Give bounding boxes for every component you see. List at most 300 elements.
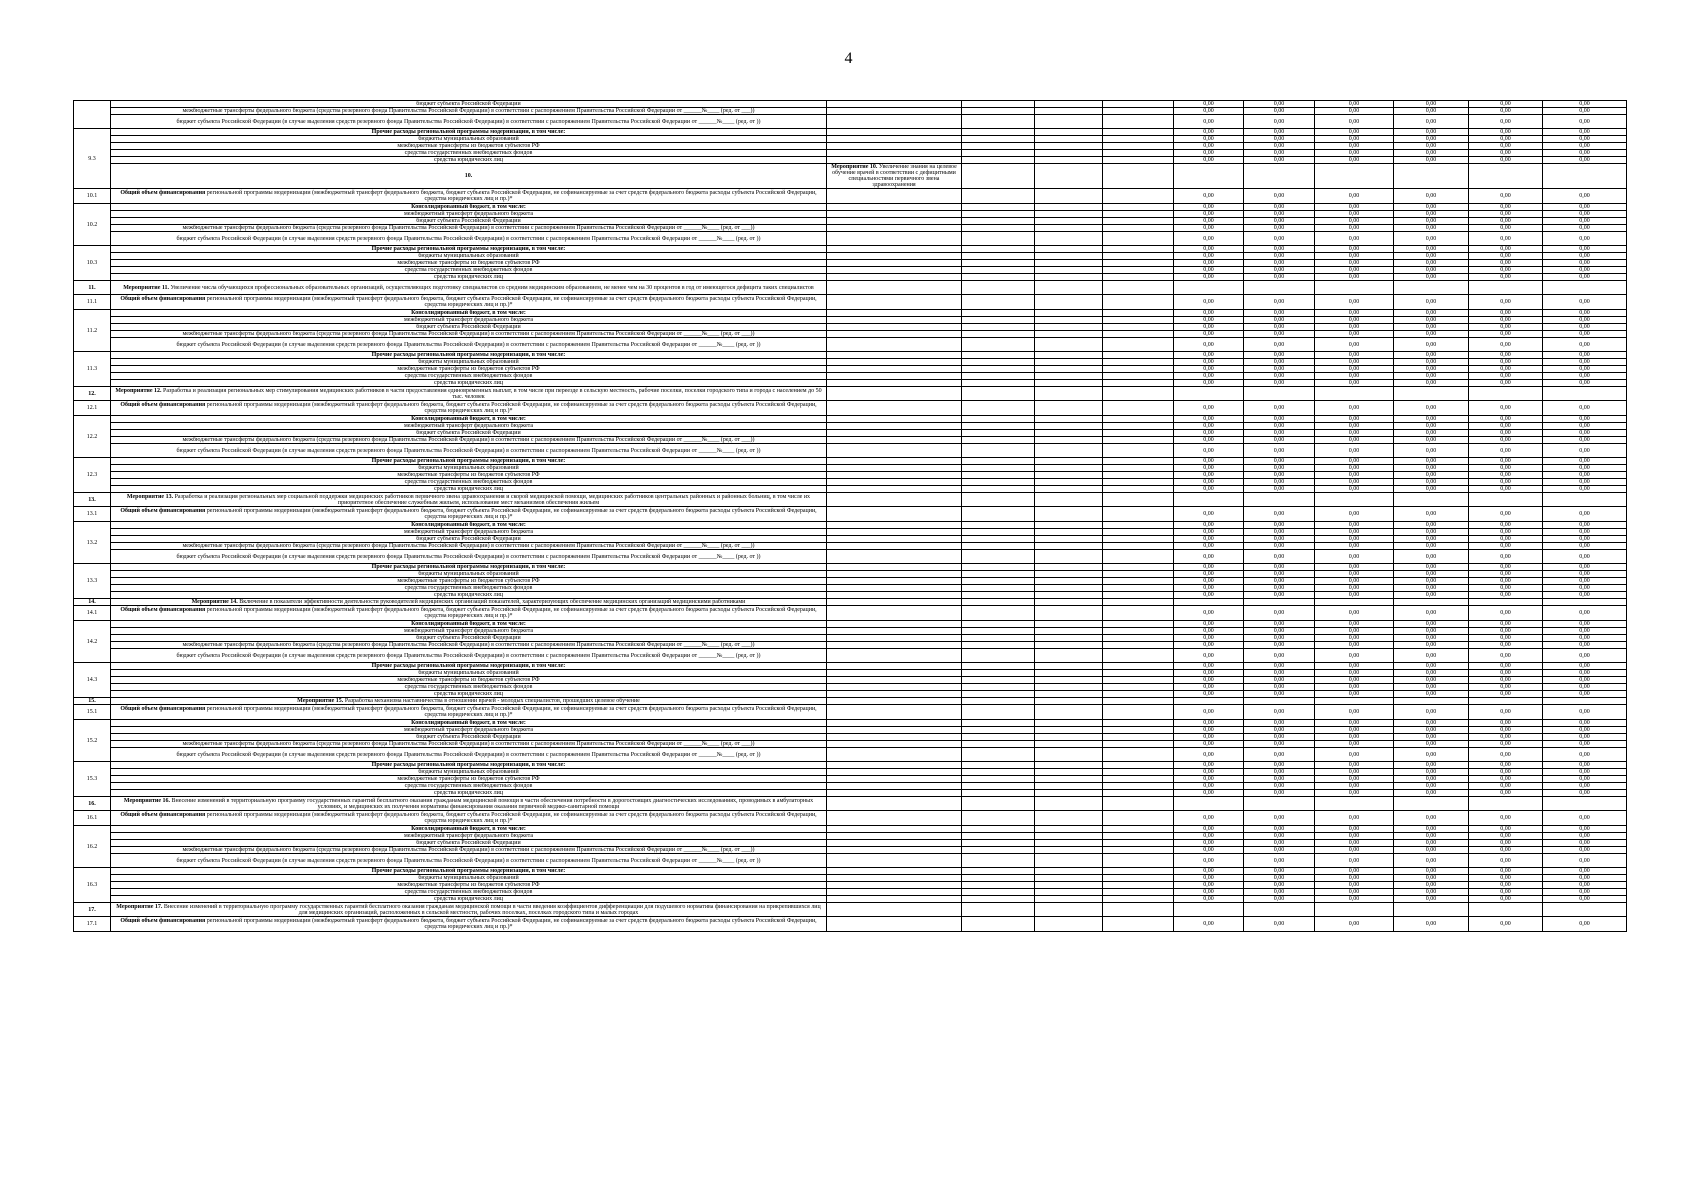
- table-row: [74, 324, 1627, 331]
- budget-source-label: межбюджетные трансферты из бюджетов субъектов РФ: [111, 882, 827, 889]
- amount-cell: 0,00: [1543, 550, 1627, 564]
- amount-cell: 0,00: [1543, 331, 1627, 338]
- measure-title: Мероприятие 13. Разработка и реализация региональных мер социальной поддержки медицинских работников первичного звена здравоохранения и скорой медицинской помощи, медицинских работников центральных районных и районных больниц, в том числе их приоритетное обеспечение служебным жильем, использование мест механизмов обеспечения жильем: [111, 493, 827, 507]
- empty-cell: [827, 677, 962, 684]
- table-row: [74, 150, 1627, 157]
- amount-cell: 0,00: [1244, 150, 1315, 157]
- table-row: [74, 621, 1627, 628]
- empty-cell: [1469, 903, 1543, 917]
- amount-cell: 0,00: [1315, 423, 1394, 430]
- empty-cell: [1035, 387, 1103, 401]
- amount-cell: 0,00: [1244, 720, 1315, 727]
- amount-cell: 0,00: [1174, 670, 1244, 677]
- amount-cell: 0,00: [1469, 366, 1543, 373]
- empty-cell: [962, 762, 1035, 769]
- amount-cell: 0,00: [1543, 571, 1627, 578]
- empty-cell: [1103, 529, 1174, 536]
- amount-cell: 0,00: [1244, 854, 1315, 868]
- empty-cell: [827, 592, 962, 599]
- amount-cell: 0,00: [1469, 401, 1543, 416]
- amount-cell: 0,00: [1315, 727, 1394, 734]
- amount-cell: 0,00: [1315, 260, 1394, 267]
- empty-cell: [1315, 797, 1394, 811]
- empty-cell: [827, 663, 962, 670]
- amount-cell: 0,00: [1543, 670, 1627, 677]
- amount-cell: 0,00: [1469, 783, 1543, 790]
- amount-cell: 0,00: [1174, 317, 1244, 324]
- empty-cell: [1035, 189, 1103, 204]
- amount-cell: 0,00: [1394, 366, 1469, 373]
- total-financing-label: Общий объем финансирования региональной программы модернизации (межбюджетный трансферт федерального бюджета, бюджет субъекта Российской Федерации, не софинансируемые за счет средств федерального бюджета расходы субъекта Российской Федерации, средства юридических лиц и пр.)*: [111, 606, 827, 621]
- empty-cell: [1103, 458, 1174, 465]
- empty-cell: [827, 423, 962, 430]
- amount-cell: 0,00: [1543, 486, 1627, 493]
- subsection-number: 11.1: [74, 295, 111, 310]
- budget-source-label: межбюджетный трансферт федерального бюджета: [111, 529, 827, 536]
- amount-cell: 0,00: [1315, 748, 1394, 762]
- amount-cell: 0,00: [1543, 352, 1627, 359]
- amount-cell: 0,00: [1174, 218, 1244, 225]
- amount-cell: 0,00: [1543, 769, 1627, 776]
- empty-cell: [827, 218, 962, 225]
- amount-cell: 0,00: [1543, 143, 1627, 150]
- amount-cell: 0,00: [1174, 748, 1244, 762]
- amount-cell: 0,00: [1244, 783, 1315, 790]
- amount-cell: 0,00: [1394, 670, 1469, 677]
- amount-cell: 0,00: [1244, 143, 1315, 150]
- empty-cell: [1103, 380, 1174, 387]
- empty-cell: [827, 430, 962, 437]
- budget-source-label: межбюджетные трансферты федерального бюджета (средства резервного фонда Правительства Российской Федерации) в соответствии с распоряжением Правительства Российской Федерации от ______№____ (ред. от ___)): [111, 741, 827, 748]
- empty-cell: [1035, 157, 1103, 164]
- empty-cell: [827, 670, 962, 677]
- subsection-number: 13.2: [74, 522, 111, 564]
- amount-cell: 0,00: [1174, 143, 1244, 150]
- budget-source-label: межбюджетные трансферты федерального бюджета (средства резервного фонда Правительства Российской Федерации) в соответствии с распоряжением Правительства Российской Федерации от ______№____ (ред. от ___)): [111, 437, 827, 444]
- table-row: [74, 875, 1627, 882]
- empty-cell: [827, 783, 962, 790]
- amount-cell: 0,00: [1469, 211, 1543, 218]
- amount-cell: 0,00: [1244, 741, 1315, 748]
- amount-cell: 0,00: [1315, 621, 1394, 628]
- measure-number: 11.: [74, 281, 111, 295]
- amount-cell: 0,00: [1469, 592, 1543, 599]
- empty-cell: [962, 854, 1035, 868]
- empty-cell: [1103, 628, 1174, 635]
- empty-cell: [1469, 599, 1543, 606]
- empty-cell: [962, 882, 1035, 889]
- empty-cell: [962, 486, 1035, 493]
- table-row: [74, 366, 1627, 373]
- subsection-number: 15.2: [74, 720, 111, 762]
- empty-cell: [1035, 472, 1103, 479]
- amount-cell: 0,00: [1543, 635, 1627, 642]
- amount-cell: 0,00: [1315, 101, 1394, 108]
- empty-cell: [1103, 211, 1174, 218]
- empty-cell: [1103, 416, 1174, 423]
- empty-cell: [827, 578, 962, 585]
- total-financing-label: Общий объем финансирования региональной программы модернизации (межбюджетный трансферт федерального бюджета, бюджет субъекта Российской Федерации, не софинансируемые за счет средств федерального бюджета расходы субъекта Российской Федерации, средства юридических лиц и пр.)*: [111, 507, 827, 522]
- empty-cell: [1035, 875, 1103, 882]
- table-row: [74, 882, 1627, 889]
- table-row: [74, 536, 1627, 543]
- amount-cell: 0,00: [1315, 585, 1394, 592]
- amount-cell: 0,00: [1315, 430, 1394, 437]
- amount-cell: 0,00: [1174, 854, 1244, 868]
- empty-cell: [827, 833, 962, 840]
- amount-cell: 0,00: [1394, 578, 1469, 585]
- table-row: [74, 416, 1627, 423]
- amount-cell: 0,00: [1469, 684, 1543, 691]
- empty-cell: [1103, 917, 1174, 932]
- amount-cell: 0,00: [1174, 571, 1244, 578]
- amount-cell: 0,00: [1469, 875, 1543, 882]
- empty-cell: [1103, 157, 1174, 164]
- budget-source-label: средства государственных внебюджетных фондов: [111, 889, 827, 896]
- amount-cell: 0,00: [1244, 317, 1315, 324]
- amount-cell: 0,00: [1244, 437, 1315, 444]
- empty-cell: [827, 101, 962, 108]
- amount-cell: 0,00: [1244, 416, 1315, 423]
- amount-cell: 0,00: [1469, 416, 1543, 423]
- empty-cell: [827, 599, 962, 606]
- amount-cell: 0,00: [1174, 684, 1244, 691]
- amount-cell: 0,00: [1394, 543, 1469, 550]
- table-row: [74, 705, 1627, 720]
- amount-cell: 0,00: [1244, 253, 1315, 260]
- budget-source-label: средства юридических лиц: [111, 380, 827, 387]
- section-header: Прочие расходы региональной программы модернизации, в том числе:: [111, 129, 827, 136]
- amount-cell: 0,00: [1174, 359, 1244, 366]
- empty-cell: [1035, 380, 1103, 387]
- empty-cell: [827, 727, 962, 734]
- empty-cell: [962, 536, 1035, 543]
- amount-cell: 0,00: [1394, 875, 1469, 882]
- empty-cell: [827, 472, 962, 479]
- amount-cell: 0,00: [1244, 218, 1315, 225]
- empty-cell: [1035, 211, 1103, 218]
- amount-cell: 0,00: [1469, 917, 1543, 932]
- empty-cell: [1103, 486, 1174, 493]
- amount-cell: 0,00: [1315, 811, 1394, 826]
- empty-cell: [1035, 592, 1103, 599]
- empty-cell: [1103, 776, 1174, 783]
- amount-cell: 0,00: [1469, 423, 1543, 430]
- empty-cell: [1035, 324, 1103, 331]
- empty-cell: [1103, 246, 1174, 253]
- subsection-number: 12.2: [74, 416, 111, 458]
- empty-cell: [1394, 493, 1469, 507]
- empty-cell: [962, 274, 1035, 281]
- empty-cell: [962, 529, 1035, 536]
- empty-cell: [1035, 486, 1103, 493]
- amount-cell: 0,00: [1543, 684, 1627, 691]
- amount-cell: 0,00: [1469, 458, 1543, 465]
- budget-source-label: межбюджетные трансферты из бюджетов субъектов РФ: [111, 366, 827, 373]
- budget-source-label: бюджеты муниципальных образований: [111, 769, 827, 776]
- amount-cell: 0,00: [1244, 847, 1315, 854]
- empty-cell: [962, 366, 1035, 373]
- amount-cell: 0,00: [1543, 776, 1627, 783]
- amount-cell: 0,00: [1174, 416, 1244, 423]
- empty-cell: [962, 204, 1035, 211]
- amount-cell: 0,00: [1174, 585, 1244, 592]
- empty-cell: [1103, 903, 1174, 917]
- amount-cell: 0,00: [1394, 108, 1469, 115]
- empty-cell: [962, 253, 1035, 260]
- subsection-number: 13.3: [74, 564, 111, 599]
- empty-cell: [1035, 663, 1103, 670]
- table-row: [74, 129, 1627, 136]
- amount-cell: 0,00: [1315, 550, 1394, 564]
- amount-cell: 0,00: [1394, 359, 1469, 366]
- amount-cell: 0,00: [1315, 543, 1394, 550]
- page-number: 4: [844, 50, 853, 67]
- amount-cell: 0,00: [1244, 129, 1315, 136]
- amount-cell: 0,00: [1543, 783, 1627, 790]
- empty-cell: [1103, 225, 1174, 232]
- amount-cell: 0,00: [1469, 663, 1543, 670]
- empty-cell: [962, 472, 1035, 479]
- amount-cell: 0,00: [1469, 543, 1543, 550]
- amount-cell: 0,00: [1394, 663, 1469, 670]
- empty-cell: [1103, 387, 1174, 401]
- empty-cell: [1035, 225, 1103, 232]
- amount-cell: 0,00: [1394, 522, 1469, 529]
- amount-cell: 0,00: [1394, 267, 1469, 274]
- section-header: Консолидированный бюджет, в том числе:: [111, 826, 827, 833]
- measure-row: [74, 797, 1627, 811]
- empty-cell: [1035, 550, 1103, 564]
- amount-cell: 0,00: [1174, 366, 1244, 373]
- empty-cell: [1103, 352, 1174, 359]
- empty-cell: [1103, 621, 1174, 628]
- amount-cell: 0,00: [1469, 157, 1543, 164]
- empty-cell: [1394, 164, 1469, 189]
- amount-cell: 0,00: [1543, 663, 1627, 670]
- empty-cell: [1035, 833, 1103, 840]
- amount-cell: 0,00: [1394, 143, 1469, 150]
- amount-cell: 0,00: [1174, 211, 1244, 218]
- amount-cell: 0,00: [1469, 585, 1543, 592]
- empty-cell: [1035, 401, 1103, 416]
- amount-cell: 0,00: [1244, 444, 1315, 458]
- amount-cell: 0,00: [1315, 267, 1394, 274]
- empty-cell: [1035, 769, 1103, 776]
- amount-cell: 0,00: [1394, 136, 1469, 143]
- amount-cell: 0,00: [1394, 564, 1469, 571]
- empty-cell: [1469, 797, 1543, 811]
- amount-cell: 0,00: [1543, 423, 1627, 430]
- amount-cell: 0,00: [1174, 826, 1244, 833]
- empty-cell: [962, 246, 1035, 253]
- subsection-number: 10.1: [74, 189, 111, 204]
- subsection-number: 16.3: [74, 868, 111, 903]
- amount-cell: 0,00: [1469, 310, 1543, 317]
- amount-cell: 0,00: [1394, 854, 1469, 868]
- amount-cell: 0,00: [1315, 401, 1394, 416]
- empty-cell: [1035, 571, 1103, 578]
- empty-cell: [1035, 108, 1103, 115]
- budget-source-label: средства государственных внебюджетных фондов: [111, 150, 827, 157]
- amount-cell: 0,00: [1394, 592, 1469, 599]
- amount-cell: 0,00: [1543, 444, 1627, 458]
- section-header: Прочие расходы региональной программы модернизации, в том числе:: [111, 762, 827, 769]
- empty-cell: [1174, 493, 1244, 507]
- empty-cell: [962, 889, 1035, 896]
- budget-source-label: межбюджетный трансферт федерального бюджета: [111, 423, 827, 430]
- budget-source-label: бюджет субъекта Российской Федерации (в случае выделения средств резервного фонда Правительства Российской Федерации) в соответствии с распоряжением Правительства Российской Федерации от ______№____ (ред. от )): [111, 444, 827, 458]
- empty-cell: [962, 444, 1035, 458]
- table-row: [74, 826, 1627, 833]
- amount-cell: 0,00: [1394, 150, 1469, 157]
- amount-cell: 0,00: [1469, 522, 1543, 529]
- empty-cell: [1035, 150, 1103, 157]
- empty-cell: [827, 129, 962, 136]
- empty-cell: [1103, 465, 1174, 472]
- table-row: [74, 868, 1627, 875]
- amount-cell: 0,00: [1543, 677, 1627, 684]
- amount-cell: 0,00: [1394, 826, 1469, 833]
- amount-cell: 0,00: [1244, 635, 1315, 642]
- empty-cell: [1103, 691, 1174, 698]
- financing-table: [73, 100, 1627, 932]
- empty-cell: [827, 896, 962, 903]
- amount-cell: 0,00: [1315, 189, 1394, 204]
- budget-source-label: межбюджетные трансферты из бюджетов субъектов РФ: [111, 143, 827, 150]
- empty-cell: [962, 493, 1035, 507]
- budget-source-label: межбюджетные трансферты федерального бюджета (средства резервного фонда Правительства Российской Федерации) в соответствии с распоряжением Правительства Российской Федерации от ______№____ (ред. от ___)): [111, 108, 827, 115]
- empty-cell: [1315, 164, 1394, 189]
- amount-cell: 0,00: [1394, 423, 1469, 430]
- empty-cell: [1103, 331, 1174, 338]
- empty-cell: [962, 380, 1035, 387]
- amount-cell: 0,00: [1174, 720, 1244, 727]
- empty-cell: [962, 225, 1035, 232]
- table-row: [74, 380, 1627, 387]
- empty-cell: [962, 338, 1035, 352]
- empty-cell: [962, 826, 1035, 833]
- empty-cell: [1315, 698, 1394, 705]
- amount-cell: 0,00: [1174, 472, 1244, 479]
- amount-cell: 0,00: [1244, 649, 1315, 663]
- measure-number: 12.: [74, 387, 111, 401]
- amount-cell: 0,00: [1315, 826, 1394, 833]
- empty-cell: [962, 635, 1035, 642]
- empty-cell: [962, 295, 1035, 310]
- amount-cell: 0,00: [1543, 691, 1627, 698]
- amount-cell: 0,00: [1394, 211, 1469, 218]
- measure-row: [74, 493, 1627, 507]
- empty-cell: [827, 564, 962, 571]
- empty-cell: [1103, 310, 1174, 317]
- amount-cell: 0,00: [1244, 430, 1315, 437]
- empty-cell: [962, 267, 1035, 274]
- amount-cell: 0,00: [1315, 896, 1394, 903]
- empty-cell: [1103, 401, 1174, 416]
- amount-cell: 0,00: [1244, 295, 1315, 310]
- empty-cell: [1035, 359, 1103, 366]
- empty-cell: [1394, 903, 1469, 917]
- amount-cell: 0,00: [1174, 677, 1244, 684]
- amount-cell: 0,00: [1315, 882, 1394, 889]
- empty-cell: [1035, 889, 1103, 896]
- empty-cell: [1103, 748, 1174, 762]
- amount-cell: 0,00: [1469, 352, 1543, 359]
- amount-cell: 0,00: [1543, 101, 1627, 108]
- amount-cell: 0,00: [1174, 896, 1244, 903]
- empty-cell: [1244, 164, 1315, 189]
- table-row: [74, 331, 1627, 338]
- budget-source-label: бюджет субъекта Российской Федерации: [111, 430, 827, 437]
- empty-cell: [1035, 507, 1103, 522]
- amount-cell: 0,00: [1174, 458, 1244, 465]
- amount-cell: 0,00: [1244, 529, 1315, 536]
- empty-cell: [1103, 366, 1174, 373]
- amount-cell: 0,00: [1543, 472, 1627, 479]
- amount-cell: 0,00: [1543, 380, 1627, 387]
- amount-cell: 0,00: [1174, 507, 1244, 522]
- amount-cell: 0,00: [1543, 875, 1627, 882]
- empty-cell: [827, 157, 962, 164]
- empty-cell: [1035, 797, 1103, 811]
- amount-cell: 0,00: [1315, 437, 1394, 444]
- amount-cell: 0,00: [1244, 790, 1315, 797]
- empty-cell: [827, 797, 962, 811]
- budget-source-label: бюджет субъекта Российской Федерации: [111, 734, 827, 741]
- amount-cell: 0,00: [1244, 677, 1315, 684]
- table-row: [74, 157, 1627, 164]
- empty-cell: [827, 444, 962, 458]
- empty-cell: [1103, 274, 1174, 281]
- empty-cell: [962, 663, 1035, 670]
- amount-cell: 0,00: [1469, 642, 1543, 649]
- table-row: [74, 310, 1627, 317]
- empty-cell: [1103, 783, 1174, 790]
- empty-cell: [1035, 101, 1103, 108]
- subsection-number: 11.3: [74, 352, 111, 387]
- empty-cell: [827, 115, 962, 129]
- empty-cell: [1035, 430, 1103, 437]
- table-row: [74, 246, 1627, 253]
- amount-cell: 0,00: [1469, 253, 1543, 260]
- empty-cell: [1035, 444, 1103, 458]
- amount-cell: 0,00: [1315, 592, 1394, 599]
- amount-cell: 0,00: [1394, 790, 1469, 797]
- empty-cell: [1035, 606, 1103, 621]
- empty-cell: [1103, 578, 1174, 585]
- empty-cell: [1035, 437, 1103, 444]
- amount-cell: 0,00: [1469, 621, 1543, 628]
- amount-cell: 0,00: [1543, 536, 1627, 543]
- amount-cell: 0,00: [1469, 854, 1543, 868]
- budget-source-label: средства юридических лиц: [111, 592, 827, 599]
- empty-cell: [827, 310, 962, 317]
- amount-cell: 0,00: [1394, 416, 1469, 423]
- amount-cell: 0,00: [1469, 691, 1543, 698]
- empty-cell: [962, 677, 1035, 684]
- amount-cell: 0,00: [1394, 628, 1469, 635]
- empty-cell: [1469, 493, 1543, 507]
- empty-cell: [1103, 260, 1174, 267]
- table-row: [74, 507, 1627, 522]
- empty-cell: [962, 260, 1035, 267]
- amount-cell: 0,00: [1315, 741, 1394, 748]
- budget-source-label: бюджеты муниципальных образований: [111, 670, 827, 677]
- table-row: [74, 550, 1627, 564]
- budget-source-label: средства юридических лиц: [111, 691, 827, 698]
- amount-cell: 0,00: [1315, 677, 1394, 684]
